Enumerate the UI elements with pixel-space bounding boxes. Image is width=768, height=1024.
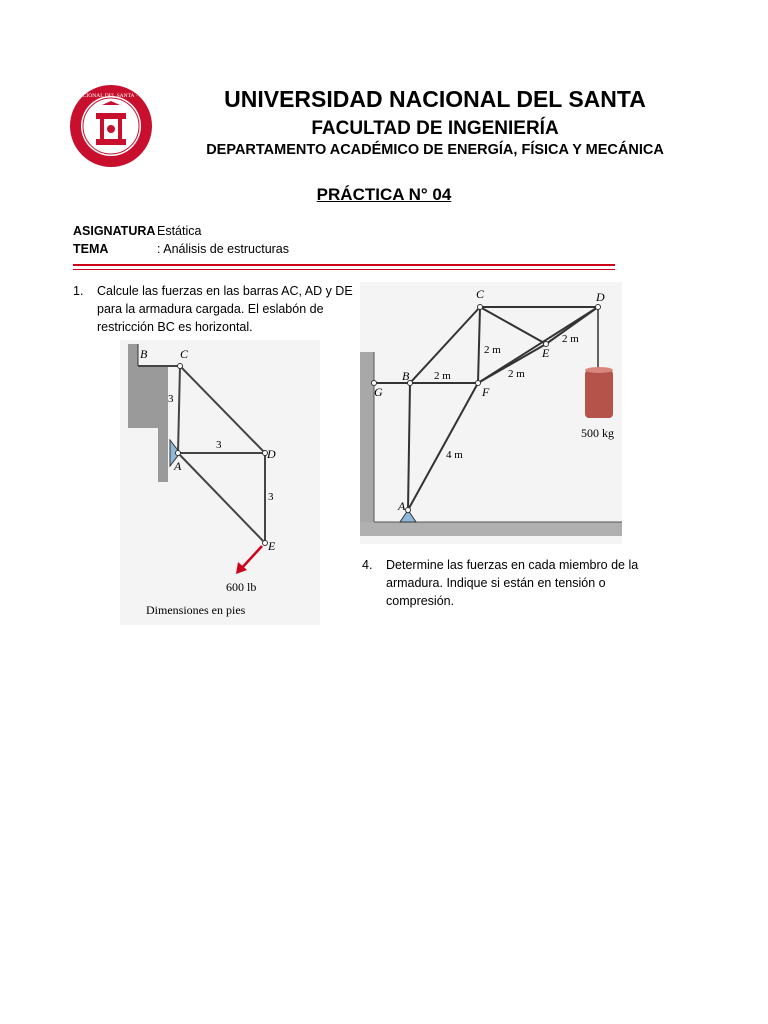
university-seal	[35, 83, 187, 169]
dimension-label: 2 m	[562, 333, 579, 345]
topic-value: : Análisis de estructuras	[157, 242, 290, 256]
figure-caption: Dimensiones en pies	[146, 603, 246, 617]
node-label-G: G	[374, 385, 383, 399]
subject-row	[73, 224, 201, 238]
dimension-label: 2 m	[508, 368, 525, 380]
node-label-B: B	[402, 369, 410, 383]
problem-text-line: para la armadura cargada. El eslabón de	[97, 302, 324, 316]
seal-lettering: UNIVERSIDAD NACIONAL DEL SANTA · CHIMBOTE - PERÚ	[35, 93, 187, 99]
node-label-D: D	[596, 290, 605, 304]
topic-label: TEMA	[73, 242, 109, 256]
problem-text-line: Determine las fuerzas en cada miembro de la	[386, 558, 639, 572]
dimension-label: 4 m	[446, 449, 463, 461]
subject-label: ASIGNATURA	[73, 224, 156, 238]
mass-label: 500 kg	[581, 426, 614, 440]
faculty-name: FACULTAD DE INGENIERÍA	[311, 118, 559, 139]
practice-title: PRÁCTICA N° 04	[316, 185, 452, 204]
university-name: UNIVERSIDAD NACIONAL DEL SANTA	[224, 86, 646, 112]
truss-figure-4	[360, 282, 622, 544]
dimension-label: 3	[268, 491, 274, 503]
problem-number: 4.	[362, 558, 373, 572]
problem-4	[362, 556, 652, 616]
problem-text-line: armadura. Indique si están en tensión o	[386, 576, 606, 590]
header-rule	[73, 264, 615, 266]
department-name: DEPARTAMENTO ACADÉMICO DE ENERGÍA, FÍSICA Y MECÁNICA	[206, 142, 664, 158]
problem-text-line: Calcule las fuerzas en las barras AC, AD y DE	[97, 284, 353, 298]
topic-row	[73, 242, 289, 256]
problem-number: 1.	[73, 284, 84, 298]
dimension-label: 3	[216, 439, 222, 451]
node-label-E: E	[542, 346, 550, 360]
header-rule-thin	[73, 269, 615, 270]
node-label-C: C	[180, 347, 189, 361]
node-label-F: F	[482, 385, 490, 399]
node-label-A: A	[174, 459, 182, 473]
dimension-label: 2 m	[434, 370, 451, 382]
dimension-label: 2 m	[484, 344, 501, 356]
load-label: 600 lb	[226, 580, 257, 594]
truss-figure-1	[120, 340, 320, 625]
node-label-D: D	[267, 447, 276, 461]
node-label-B: B	[140, 347, 148, 361]
problem-text-line: restricción BC es horizontal.	[97, 320, 253, 334]
problem-text-line: compresión.	[386, 594, 455, 608]
node-label-C: C	[476, 287, 485, 301]
dimension-label: 3	[168, 393, 174, 405]
node-label-A: A	[398, 499, 406, 513]
problem-1	[73, 282, 363, 342]
subject-value: Estática	[157, 224, 202, 238]
node-label-E: E	[268, 539, 276, 553]
